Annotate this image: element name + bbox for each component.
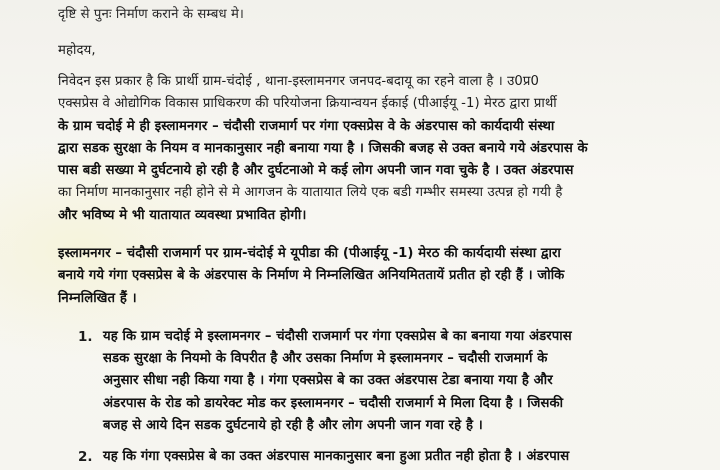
paragraph-line: निम्नलिखित हैं । bbox=[58, 291, 137, 306]
salutation: महोदय, bbox=[58, 43, 96, 58]
item-line: अंडरपास के रोड को डायरेक्ट मोड कर इस्लामनगर – चदौसी राजमार्ग मे मिला दिया है । जिसकी bbox=[103, 396, 564, 411]
item-line: यह कि ग्राम चदोई मे इस्लामनगर – चंदौसी राजमार्ग पर गंगा एक्सप्रेस बे का बनाया गया अंडरपास bbox=[103, 329, 572, 344]
paragraph-line: निवेदन इस प्रकार है कि प्रार्थी ग्राम-चंदोई , थाना-इस्लामनगर जनपद-बदायू का रहने वाला है । उ0प्र0 bbox=[58, 74, 540, 89]
paragraph-line: बनाये गये गंगा एक्सप्रेस बे के अंडरपास के निर्माण मे निम्नलिखित अनियमिततायें प्रतीत हो रही हैं । जोकि bbox=[58, 268, 565, 283]
item-line: अनुसार सीधा नही किया गया है । गंगा एक्सप्रेस बे का उक्त अंडरपास टेडा बनाया गया है और bbox=[103, 373, 553, 388]
paragraph-line: द्वारा सडक सुरक्षा के नियम व मानकानुसार नही बनाया गया है । जिसकी बजह से उक्त बनाये गये अंडरपास के bbox=[58, 141, 588, 156]
subject-line-tail: दृष्टि से पुनः निर्माण कराने के सम्बध मे। bbox=[58, 7, 245, 22]
item-line: सडक सुरक्षा के नियमो के विपरीत है और उसका निर्माण मे इस्लामनगर – चदौसी राजमार्ग के bbox=[103, 351, 548, 366]
item-number: 1. bbox=[78, 329, 93, 345]
paragraph-line: के ग्राम चदोई मे ही इस्लामनगर – चंदौसी राजमार्ग पर गंगा एक्सप्रेस वे के अंडरपास को कार्यदायी संस्था bbox=[58, 119, 555, 134]
item-line: यह कि गंगा एक्सप्रेस बे का उक्त अंडरपास मानकानुसार बना हुआ प्रतीत नही होता है । अंडरपास bbox=[103, 449, 570, 464]
paragraph-line: इस्लामनगर – चंदौसी राजमार्ग पर ग्राम-चंदोई मे यूपीडा की (पीआईयू -1) मेरठ की कार्यदायी संस्था द्वारा bbox=[58, 246, 561, 261]
paragraph-line: पास बडी सख्या मे दुर्घटनाये हो रही है और दुर्घटनाओ मे कई लोग अपनी जान गवा चुके है । उक्त अंडरपास bbox=[58, 163, 574, 178]
paragraph-line: और भविष्य मे भी यातायात व्यवस्था प्रभावित होगी। bbox=[58, 208, 307, 223]
paragraph-line: एक्सप्रेस वे ओद्योगिक विकास प्राधिकरण की परियोजना क्रियान्वयन ईकाई (पीआईयू -1) मेरठ द्वारा प्रार्थी bbox=[58, 96, 557, 111]
item-line: बजह से आये दिन सडक दुर्घटनाये हो रही है और लोग अपनी जान गवा रहे है । bbox=[103, 418, 483, 433]
paragraph-line: का निर्माण मानकानुसार नही होने से मे आगजन के यातायात लिये एक बडी गम्भीर समस्या उत्पन्न हो गयी है bbox=[58, 185, 563, 200]
item-number: 2. bbox=[78, 449, 93, 465]
